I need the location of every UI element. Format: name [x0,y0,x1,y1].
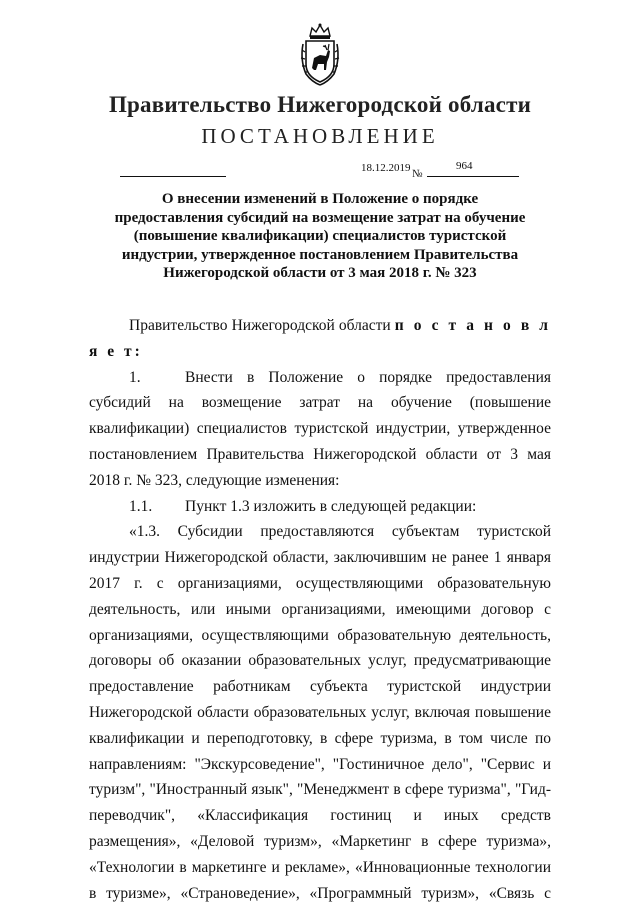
subject-line: предоставления субсидий на возмещение затрат на обучение [114,209,526,226]
preamble-verb: п о с т а н о в л я е т: [89,317,552,360]
preamble [89,313,551,365]
document-number: 964 [456,160,473,172]
date-underline [120,176,226,177]
subject-line: индустрии, утвержденное постановлением Правительства [121,246,519,263]
number-sign: № [412,168,423,180]
org-title: Правительство Нижегородской области [108,92,532,117]
quoted-paragraph: «1.3. Субсидии предоставляются субъектам туристской индустрии Нижегородской области, заключившим не ранее 1 января 2017 г. с организациями, осуществляющими образовательную деятельность, или иными организациями, имеющими договор с организациями, осуществляющими образовательную деятельность, договоры об оказании образовательных услуг, предусматривающие предоставление работникам субъекта туристской индустрии Нижегородской области образовательных услуг, включая повышение квалификации и переподготовку, в сфере туризма, в том числе по направлениям: "Экскурсоведение", "Гостиничное дело", "Сервис и туризм", "Иностранный язык", "Менеджмент в сфере туризма", "Гид-переводчик", «Классификация гостиниц и иных средств размещения», «Деловой туризм», «Маркетинг в сфере туризма», «Технологии в маркетинге и рекламе», «Инновационные технологии в туризме», «Страноведение», «Программный туризм», «Связь с [89,523,551,902]
item-1-1-number: 1.1. [129,497,153,515]
item-1-1-text: Пункт 1.3 изложить в следующей редакции: [185,497,477,515]
document-date: 18.12.2019 [361,162,411,174]
subject-line: (повышение квалификации) специалистов туристской [133,228,507,245]
subject-line: О внесении изменений в Положение о порядке [161,191,479,207]
subject-line: Нижегородской области от 3 мая 2018 г. № 323 [163,265,477,282]
document-subject [110,190,530,283]
document-type: ПОСТАНОВЛЕНИЕ [201,124,439,148]
document-body [89,313,551,906]
coat-of-arms-emblem-icon [298,22,342,88]
item-1 [89,365,551,494]
item-1-text: Внести в Положение о порядке предоставления субсидий на возмещение затрат на обучение (повышение квалификации) специалистов туристской индустрии, утвержденное постановлением Правительства Нижегородской области от 3 мая 2018 г. № 323, следующие изменения: [89,368,551,489]
number-underline [427,176,519,177]
preamble-text: Правительство Нижегородской области [129,317,391,334]
item-1-number: 1. [129,368,141,386]
item-1-1 [89,494,551,520]
